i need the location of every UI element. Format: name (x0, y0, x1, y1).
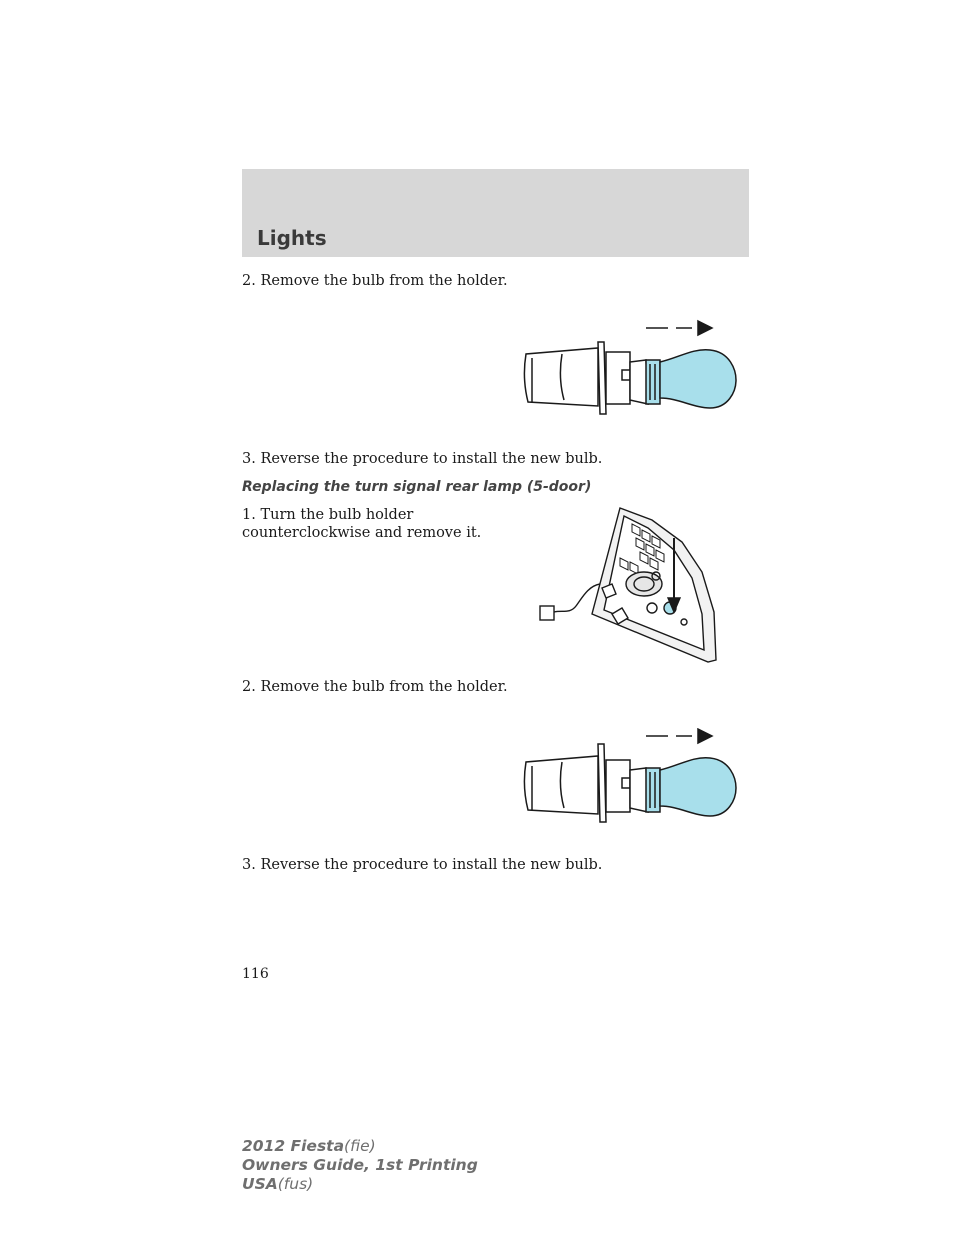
step-remove-bulb-1: 2. Remove the bulb from the holder. (242, 273, 508, 289)
footer-market: USA (242, 1175, 278, 1193)
step-turn-holder-line2: counterclockwise and remove it. (242, 525, 482, 541)
footer-market-code: (fus) (277, 1175, 314, 1193)
section-title: Lights (257, 226, 327, 250)
step-remove-bulb-2: 2. Remove the bulb from the holder. (242, 679, 508, 695)
bulb-removal-illustration (518, 318, 748, 418)
step-reverse-procedure-1: 3. Reverse the procedure to install the new bulb. (242, 451, 603, 467)
step-turn-holder-line1: 1. Turn the bulb holder (242, 507, 414, 523)
bulb-removal-illustration-2 (518, 728, 748, 828)
rear-lamp-assembly-illustration (532, 502, 728, 668)
step-reverse-procedure-2: 3. Reverse the procedure to install the new bulb. (242, 857, 603, 873)
footer-guide: Owners Guide, 1st Printing (242, 1156, 478, 1174)
footer-model: 2012 Fiesta (242, 1137, 345, 1155)
subheading-turn-signal-rear-lamp: Replacing the turn signal rear lamp (5-door) (242, 479, 592, 495)
page-number: 116 (242, 966, 269, 982)
document-footer (242, 1137, 478, 1194)
footer-model-code: (fie) (344, 1137, 376, 1155)
